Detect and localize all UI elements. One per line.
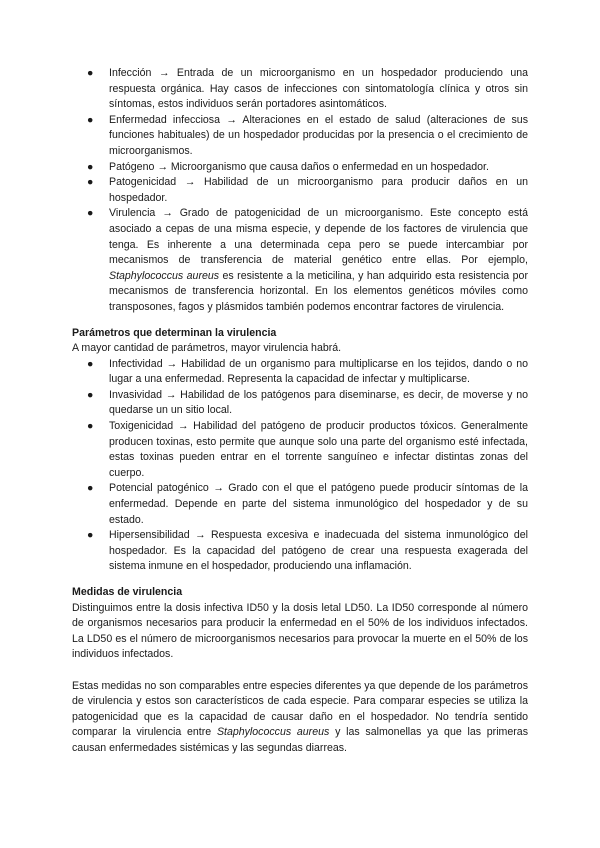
bullet-icon: ●: [87, 160, 94, 173]
definition: Microorganismo que causa daños o enfermedad en un hospedador.: [170, 160, 489, 173]
bullet-icon: ●: [87, 482, 94, 495]
definitions-list: [72, 66, 528, 316]
definition-continued: es resistente a la meticilina, y han adquirido esta resistencia por mecanismos de transferencia horizontal. En los elementos genéticos móviles como transposones, fagos y plásmidos también podemos encontrar factores de virulencia.: [109, 269, 528, 313]
definition: Grado de patogenicidad de un microorganismo. Este concepto está asociado a cepas de una misma especie, y depende de los factores de virulencia que tenga. Es inherente a una determinada cepa pero se puede intercambiar por mecanismos de transferencia de material genético entre ellas. Por ejemplo,: [109, 207, 528, 267]
bullet-icon: ●: [87, 388, 94, 401]
list-item: ● Infección → Entrada de un microorganismo en un hospedador produciendo una respuesta orgánica. Hay casos de infecciones con sintomatología clínica y otros sin síntomas, estos individuos serán portadores asintomáticos.: [87, 67, 528, 111]
definition: Respuesta excesiva e inadecuada del sistema inmunológico del hospedador. Es la capacidad del patógeno de crear una respuesta exagerada del sistema inmune en el hospedador, produciendo una inflamación.: [109, 529, 529, 573]
term: Patogenicidad: [109, 176, 177, 189]
species-name: Staphylococcus aureus: [109, 269, 220, 282]
term: Infectividad: [109, 357, 163, 370]
section-intro: A mayor cantidad de parámetros, mayor virulencia habrá.: [72, 342, 342, 355]
parameters-list: [72, 357, 528, 575]
bullet-icon: ●: [87, 420, 94, 433]
paragraph-text: Estas medidas no son comparables entre especies diferentes ya que depende de los parámetros de virulencia y estos son característicos de cada especie. Para comparar especies se utiliza la patogenicidad que es la capacidad de causar daño en el hospedador. No tendría sentido comparar la virulencia entre: [72, 679, 528, 739]
term: Virulencia: [109, 207, 156, 220]
virulence-parameters-section: [72, 326, 528, 576]
bullet-icon: ●: [87, 67, 94, 79]
paragraph: [72, 679, 528, 757]
term: Potencial patogénico: [109, 482, 209, 495]
bullet-icon: ●: [87, 113, 94, 126]
virulence-measures-section: [72, 585, 528, 757]
list-item: ● Patogenicidad → Habilidad de un microorganismo para producir daños en un hospedador.: [87, 176, 528, 204]
list-item: ● Hipersensibilidad → Respuesta excesiva e inadecuada del sistema inmunológico del hospedador. Es la capacidad del patógeno de crear una respuesta exagerada del sistema inmune en el hospedador, produciendo una inflamación.: [87, 529, 529, 573]
document-page: [72, 66, 528, 757]
list-item: ● Potencial patogénico → Grado con el que el patógeno puede producir síntomas de la enfermedad. Depende en parte del sistema inmunológico del hospedador y de su estado.: [87, 482, 528, 526]
term: Invasividad: [109, 388, 162, 401]
definition: Entrada de un microorganismo en un hospedador produciendo una respuesta orgánica. Hay casos de infecciones con sintomatología clínica y otros sin síntomas, estos individuos serán portadores asintomáticos.: [109, 67, 528, 111]
list-item: ● Invasividad → Habilidad de los patógenos para diseminarse, es decir, de moverse y no quedarse un un sitio local.: [87, 388, 529, 417]
bullet-icon: ●: [87, 357, 94, 370]
list-item: ● Toxigenicidad → Habilidad del patógeno de producir productos tóxicos. Generalmente producen toxinas, esto permite que aunque solo una parte del organismo esté infectada, estas toxinas pueden entrar en el torrente sanguíneo e infectar distintas zonas del cuerpo.: [87, 420, 528, 479]
species-name: Staphylococcus aureus: [216, 726, 330, 739]
definition: Habilidad de un microorganismo para producir daños en un hospedador.: [109, 176, 528, 204]
definition: Habilidad de los patógenos para diseminarse, es decir, de moverse y no quedarse un un sitio local.: [109, 388, 529, 417]
bullet-icon: ●: [87, 207, 94, 220]
list-item: ● Patógeno → Microorganismo que causa daños o enfermedad en un hospedador.: [72, 160, 528, 176]
section-heading: Parámetros que determinan la virulencia: [72, 326, 277, 339]
term: Patógeno: [109, 160, 155, 173]
definition: Habilidad del patógeno de producir productos tóxicos. Generalmente producen toxinas, esto permite que aunque solo una parte del organismo esté infectada, estas toxinas pueden entrar en el torrente sanguíneo e infectar distintas zonas del cuerpo.: [109, 420, 528, 479]
paragraph-gap: [72, 663, 528, 679]
definition: Grado con el que el patógeno puede producir síntomas de la enfermedad. Depende en parte del sistema inmunológico del hospedador y de su estado.: [109, 482, 528, 526]
term: Enfermedad infecciosa: [109, 113, 221, 126]
bullet-icon: ●: [87, 529, 94, 542]
definition: Alteraciones en el estado de salud (alteraciones de sus funciones habituales) de un hospedador producidas por la presencia o el crecimiento de microorganismos.: [109, 113, 528, 157]
term: Hipersensibilidad: [109, 529, 190, 542]
list-item: ● Infectividad → Habilidad de un organismo para multiplicarse en los tejidos, dando o no lugar a una enfermedad. Representa la capacidad de infectar y multiplicarse.: [87, 357, 528, 386]
list-item: ● Virulencia → Grado de patogenicidad de un microorganismo. Este concepto está asociado a cepas de una misma especie, y depende de los factores de virulencia que tenga. Es inherente a una determinada cepa pero se puede intercambiar por mecanismos de transferencia de material genético entre ellas. Por ejemplo, Staphylococcus aureus es resistente a la meticilina, y han adquirido esta resistencia por mecanismos de transferencia horizontal. En los elementos genéticos móviles como transposones, fagos y plásmidos también podemos encontrar factores de virulencia.: [87, 207, 528, 313]
definition: Habilidad de un organismo para multiplicarse en los tejidos, dando o no lugar a una enfermedad. Representa la capacidad de infectar y multiplicarse.: [109, 357, 528, 386]
paragraph: Distinguimos entre la dosis infectiva ID50 y la dosis letal LD50. La ID50 corresponde al número de organismos necesarios para producir la enfermedad en el 50% de los individuos infectados. La LD50 es el número de microorganismos necesarios para provocar la muerte en el 50% de los individuos infectados.: [72, 601, 528, 661]
paragraph-text-continued: y las salmonellas ya que las primeras causan enfermedades sistémicas y las segundas diarreas.: [72, 726, 528, 754]
section-heading: Medidas de virulencia: [72, 586, 183, 598]
bullet-icon: ●: [87, 176, 94, 189]
term: Toxigenicidad: [109, 420, 174, 433]
term: Infección: [109, 67, 152, 79]
list-item: ● Enfermedad infecciosa → Alteraciones en el estado de salud (alteraciones de sus funciones habituales) de un hospedador producidas por la presencia o el crecimiento de microorganismos.: [87, 113, 528, 157]
